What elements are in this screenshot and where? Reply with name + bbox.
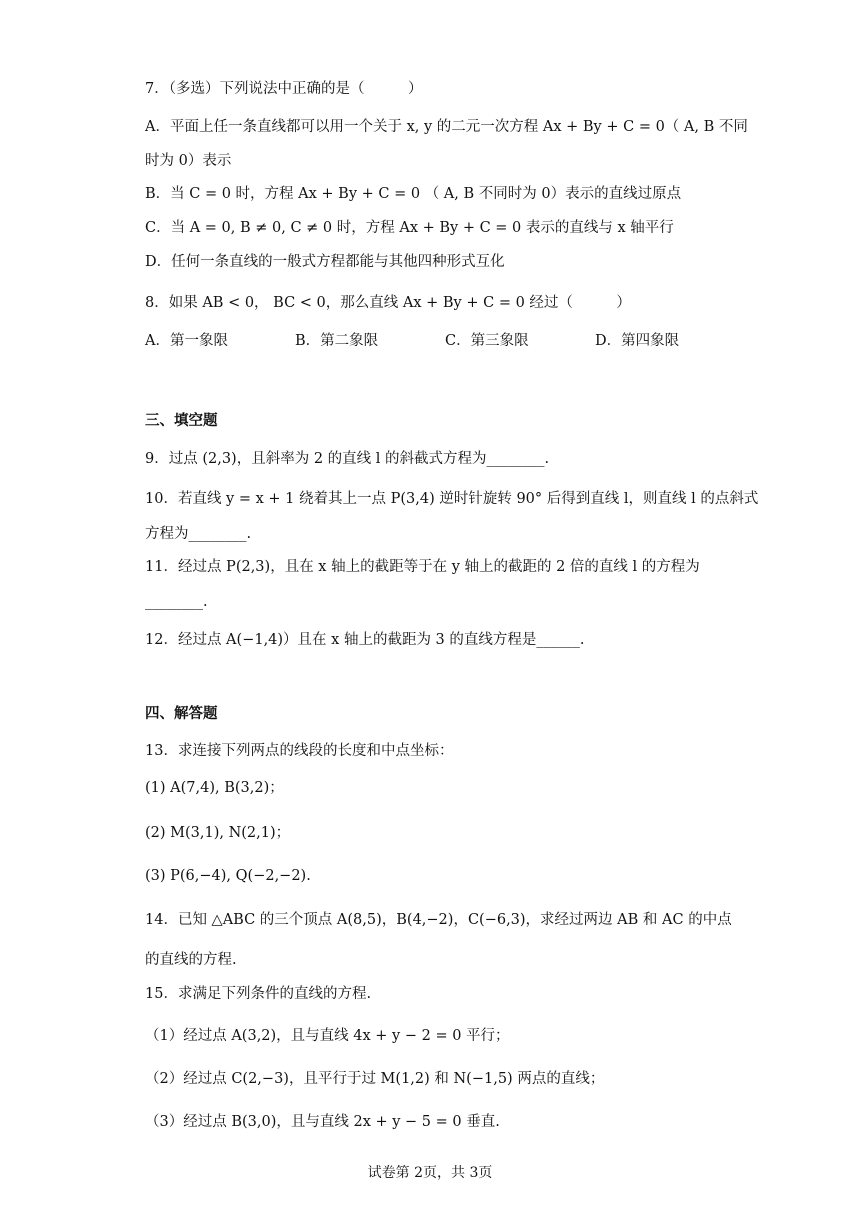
question-7-option-a-line1: A．平面上任一条直线都可以用一个关于 x, y 的二元一次方程 Ax + By + C = 0（ A, B 不同 [145, 119, 748, 135]
question-15-part-3: （3）经过点 B(3,0)，且与直线 2x + y − 5 = 0 垂直. [145, 1114, 500, 1130]
question-15-part-2: （2）经过点 C(2,−3)，且平行于过 M(1,2) 和 N(−1,5) 两点的直线； [145, 1071, 605, 1087]
section-3-heading: 三、填空题 [145, 412, 218, 429]
question-8-option-c: C．第三象限 [445, 333, 529, 349]
section-4-heading: 四、解答题 [145, 705, 218, 722]
question-14-line1: 14．已知 △ABC 的三个顶点 A(8,5)，B(4,−2)，C(−6,3)，求经过两边 AB 和 AC 的中点 [145, 912, 732, 928]
question-14-line2: 的直线的方程. [145, 952, 237, 968]
question-7-option-a-line2: 时为 0）表示 [145, 153, 232, 169]
question-9: 9．过点 (2,3)，且斜率为 2 的直线 l 的斜截式方程为________. [145, 451, 550, 467]
question-15-stem: 15．求满足下列条件的直线的方程. [145, 986, 372, 1002]
question-10-line2: 方程为________. [145, 526, 252, 542]
question-7-stem: 7．（多选）下列说法中正确的是（ ） [145, 81, 423, 97]
question-7-option-c: C．当 A = 0, B ≠ 0, C ≠ 0 时，方程 Ax + By + C = 0 表示的直线与 x 轴平行 [145, 220, 674, 236]
question-7-option-d: D．任何一条直线的一般式方程都能与其他四种形式互化 [145, 254, 505, 270]
question-13-part-1: (1) A(7,4), B(3,2)； [145, 780, 284, 796]
question-12: 12．经过点 A(−1,4)）且在 x 轴上的截距为 3 的直线方程是______. [145, 632, 585, 648]
question-13-part-3: (3) P(6,−4), Q(−2,−2). [145, 868, 311, 884]
page-footer: 试卷第 2页，共 3页 [367, 1165, 493, 1181]
question-10-line1: 10．若直线 y = x + 1 绕着其上一点 P(3,4) 逆时针旋转 90° 后得到直线 l，则直线 l 的点斜式 [145, 491, 759, 507]
question-11-line2: ________. [145, 594, 208, 610]
question-8-options [145, 330, 765, 352]
question-7-option-b: B．当 C = 0 时，方程 Ax + By + C = 0 （ A, B 不同时为 0）表示的直线过原点 [145, 186, 682, 202]
question-11-line1: 11．经过点 P(2,3)，且在 x 轴上的截距等于在 y 轴上的截距的 2 倍的直线 l 的方程为 [145, 559, 700, 575]
question-8-option-a: A．第一象限 [145, 333, 228, 349]
question-8-option-d: D．第四象限 [595, 333, 680, 349]
question-13-stem: 13．求连接下列两点的线段的长度和中点坐标： [145, 743, 454, 759]
question-13-part-2: (2) M(3,1), N(2,1)； [145, 825, 291, 841]
question-8-stem: 8．如果 AB < 0， BC < 0，那么直线 Ax + By + C = 0 经过（ ） [145, 295, 631, 311]
question-8-option-b: B．第二象限 [295, 333, 379, 349]
question-15-part-1: （1）经过点 A(3,2)，且与直线 4x + y − 2 = 0 平行； [145, 1028, 510, 1044]
